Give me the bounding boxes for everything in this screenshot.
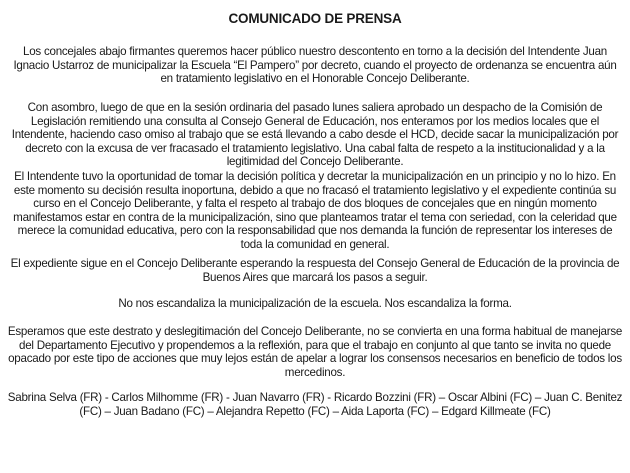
paragraph-closing: Esperamos que este destrato y deslegitimación del Concejo Deliberante, no se convierta en una forma habitual de manejarse del Departamento Ejecutivo y propendemos a la reflexión, para que el trabajo en conjunto al que tanto se invita no quede opacado por este tipo de acciones que muy lejos están de apelar a lograr los consensos necesarios en beneficio de todos los mercedinos. [7,325,623,379]
paragraph-status: El expediente sigue en el Concejo Deliberante esperando la respuesta del Consejo General de Educación de la provincia de Buenos Aires que marcará los pasos a seguir. [10,257,620,284]
paragraph-intro: Los concejales abajo firmantes queremos hacer público nuestro descontento en torno a la decisión del Intendente Juan Ignacio Ustarroz de municipalizar la Escuela “El Pampero” por decreto, cuando el proyecto de ordenanza se encuentra aún en tratamiento legislativo en el Honorable Concejo Deliberante. [13,45,617,86]
document-title: COMUNICADO DE PRENSA [228,11,402,26]
paragraph-statement: No nos escandaliza la municipalización de la escuela. Nos escandaliza la forma. [118,297,512,310]
paragraph-argument: El Intendente tuvo la oportunidad de tomar la decisión política y decretar la municipalización en un principio y no lo hizo. En este momento su decisión resulta inoportuna, debido a que no fracasó el tratamiento legislativo y el expediente continúa su curso en el Concejo Deliberante, y falta el respeto al trabajo de dos bloques de concejales que en ningún momento manifestamos estar en contra de la municipalización, sino que planteamos tratar el tema con seriedad, con la celeridad que merece la comunidad educativa, pero con la responsabilidad que nos demanda la función de representar los intereses de toda la comunidad en general. [13,170,617,251]
signatories: Sabrina Selva (FR) - Carlos Milhomme (FR) - Juan Navarro (FR) - Ricardo Bozzini (FR) – Oscar Albini (FC) – Juan C. Benitez (FC) – Juan Badano (FC) – Alejandra Repetto (FC) – Aida Laporta (FC) – Edgard Killmeate (FC) [7,391,623,418]
paragraph-context: Con asombro, luego de que en la sesión ordinaria del pasado lunes saliera aprobado un despacho de la Comisión de Legislación remitiendo una consulta al Consejo General de Educación, nos enteramos por los medios locales que el Intendente, haciendo caso omiso al trabajo que se está llevando a cabo desde el HCD, decide sacar la municipalización por decreto con la excusa de ver fracasado el tratamiento legislativo. Una cabal falta de respeto a la institucionalidad y a la legitimidad del Concejo Deliberante. [11,101,619,169]
